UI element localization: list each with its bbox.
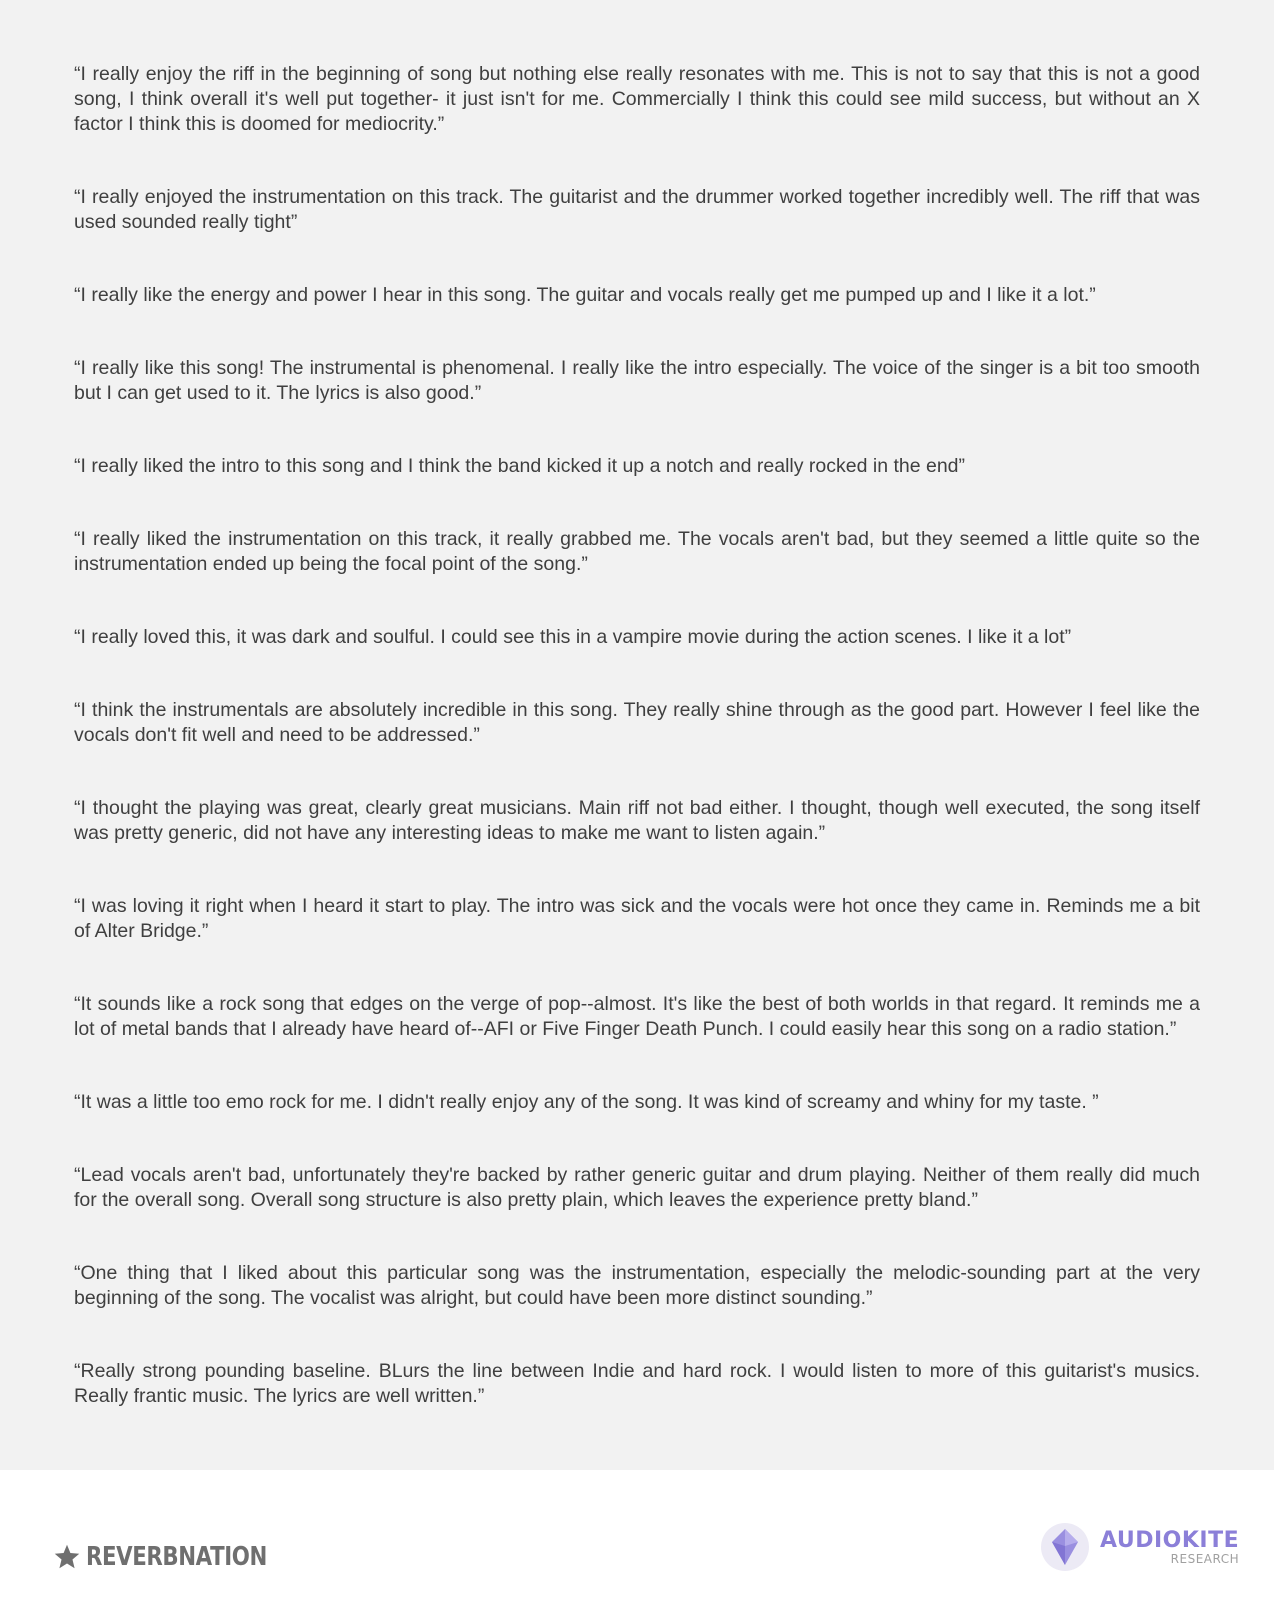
quote-item: “I really like this song! The instrumental is phenomenal. I really like the intro especially. The voice of the singer is a bit too smooth but I can get used to it. The lyrics is also good.” <box>74 357 1200 404</box>
quotes-list <box>74 62 1200 1457</box>
quote-item: “I think the instrumentals are absolutely incredible in this song. They really shine through as the good part. However I feel like the vocals don't fit well and need to be addressed.” <box>74 699 1200 746</box>
quote-item: “It was a little too emo rock for me. I didn't really enjoy any of the song. It was kind of screamy and whiny for my taste. ” <box>74 1091 1099 1113</box>
quote-item: “I thought the playing was great, clearly great musicians. Main riff not bad either. I thought, though well executed, the song itself was pretty generic, did not have any interesting ideas to make me want to listen again.” <box>74 797 1200 844</box>
audiokite-logo <box>1040 1522 1239 1572</box>
quote-item: “Really strong pounding baseline. BLurs the line between Indie and hard rock. I would listen to more of this guitarist's musics. Really frantic music. The lyrics are well written.” <box>74 1360 1200 1407</box>
quote-item: “I really enjoyed the instrumentation on this track. The guitarist and the drummer worked together incredibly well. The riff that was used sounded really tight” <box>74 186 1200 233</box>
audiokite-name: AUDIOKITE <box>1100 1527 1240 1553</box>
quote-item: “I really enjoy the riff in the beginning of song but nothing else really resonates with me. This is not to say that this is not a good song, I think overall it's well put together- it just isn't for me. Commercially I think this could see mild success, but without an X factor I think this is doomed for mediocrity.” <box>74 63 1200 135</box>
star-icon <box>52 1543 82 1571</box>
page-footer <box>0 1470 1274 1600</box>
quote-item: “It sounds like a rock song that edges on the verge of pop--almost. It's like the best of both worlds in that regard. It reminds me a lot of metal bands that I already have heard of--AFI or Five Finger Death Punch. I could easily hear this song on a radio station.” <box>74 993 1200 1040</box>
audiokite-subtitle: RESEARCH <box>1170 1551 1240 1566</box>
reverbnation-wordmark: REVERBNATION <box>86 1542 267 1572</box>
quote-item: “I really liked the intro to this song and I think the band kicked it up a notch and really rocked in the end” <box>74 455 966 477</box>
audiokite-wordmark <box>1100 1527 1240 1566</box>
quote-item: “I really liked the instrumentation on this track, it really grabbed me. The vocals aren't bad, but they seemed a little quite so the instrumentation ended up being the focal point of the song.” <box>74 528 1200 575</box>
quote-item: “I really like the energy and power I hear in this song. The guitar and vocals really get me pumped up and I like it a lot.” <box>74 284 1096 306</box>
quote-item: “I really loved this, it was dark and soulful. I could see this in a vampire movie during the action scenes. I like it a lot” <box>74 626 1072 648</box>
reverbnation-logo <box>52 1542 307 1572</box>
quote-item: “One thing that I liked about this particular song was the instrumentation, especially the melodic-sounding part at the very beginning of the song. The vocalist was alright, but could have been more distinct sounding.” <box>74 1262 1200 1309</box>
diamond-gem-icon <box>1040 1522 1090 1572</box>
quote-item: “I was loving it right when I heard it start to play. The intro was sick and the vocals were hot once they came in. Reminds me a bit of Alter Bridge.” <box>74 895 1200 942</box>
quote-item: “Lead vocals aren't bad, unfortunately they're backed by rather generic guitar and drum playing. Neither of them really did much for the overall song. Overall song structure is also pretty plain, which leaves the experience pretty bland.” <box>74 1164 1200 1211</box>
